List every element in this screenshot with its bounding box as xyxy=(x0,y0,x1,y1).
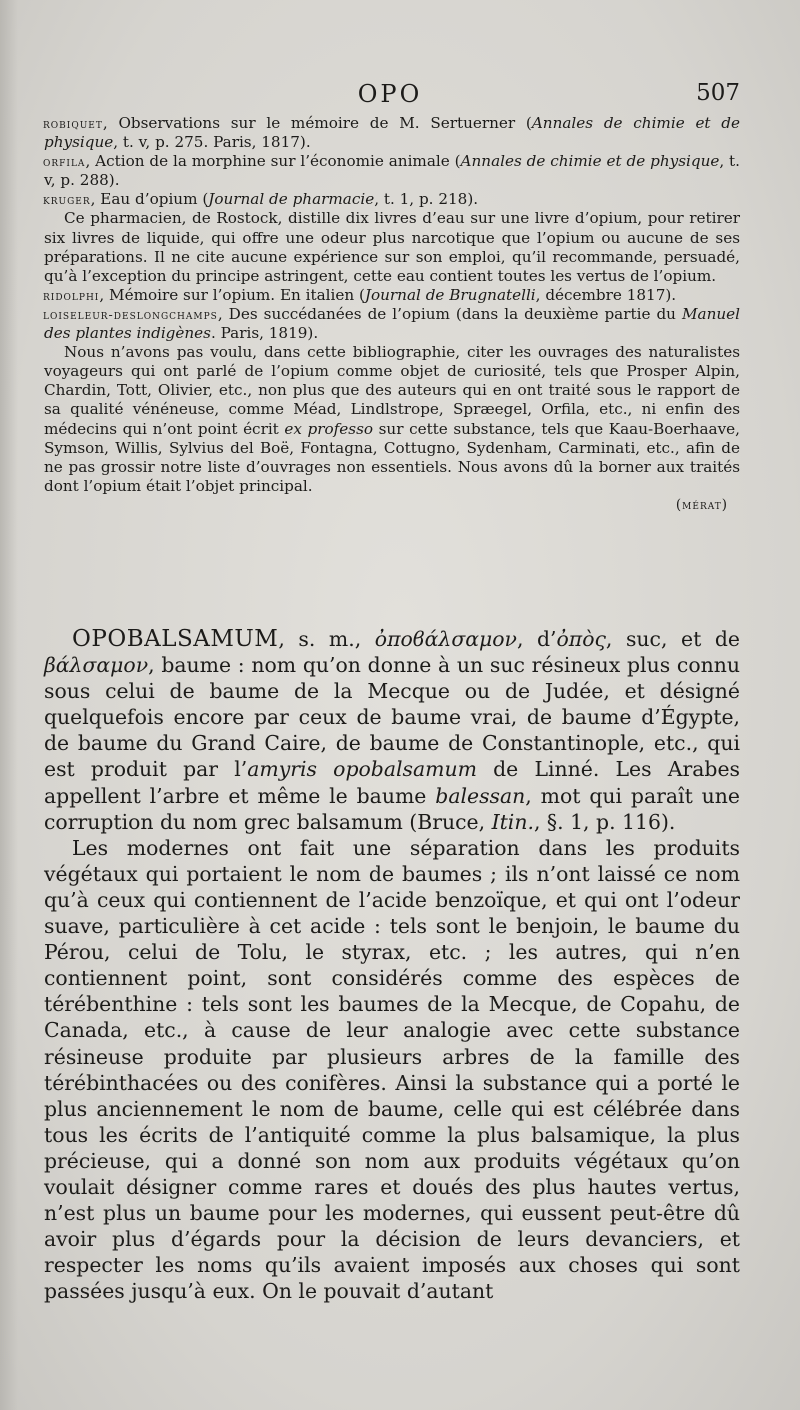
reference-text: , Mémoire sur l’opium. En italien ( xyxy=(99,285,365,304)
entry-text: , baume : nom qu’on donne à un suc résineux plus connu sous celui de baume de la Mecque ou de Judée, et désigné quelquefois encore par ceux de baume vrai, de baume d’Égypte, de baume du Grand Caire, de baume de Constantinople, etc., qui est produit par l’ xyxy=(44,653,740,782)
reference-tail: . Paris, 1819). xyxy=(210,324,319,343)
page-number: 507 xyxy=(696,80,740,106)
entry-italic-3: Itin. xyxy=(491,809,534,834)
reference-ridolphi xyxy=(44,286,740,305)
entry-paragraph-2: Les modernes ont fait une séparation dans les produits végétaux qui portaient le nom de baumes ; ils n’ont laissé ce nom qu’à ceux qui contiennent de l’acide benzoïque, et qui ont l’odeur suave, particulière à cet acide : tels sont le benjoin, le baume du Pérou, celui de Tolu, le styrax, etc. ; les autres, qui n’en contiennent point, sont considérés comme des espèces de térébenthine : tels sont les baumes de la Mecque, de Copahu, de Canada, etc., à cause de leur analogie avec cette substance résineuse produite par plusieurs arbres de la famille des térébinthacées ou des conifères. Ainsi la substance qui a porté le plus anciennement le nom de baume, celle qui est célébrée dans tous les écrits de l’antiquité comme la plus balsamique, la plus précieuse, qui a donné son nom aux produits végétaux qu’on voulait désigner comme rares et doués des plus hautes vertus, n’est plus un baume pour les modernes, qui eussent peut-être dû avoir plus d’égards pour la décision de leurs devanciers, et respecter les noms qu’ils avaient imposés aux choses qui sont passées jusqu’à eux. On le pouvait d’autant xyxy=(44,835,740,1304)
entry-text: , suc, et de xyxy=(605,627,740,651)
running-head: OPO xyxy=(357,80,423,108)
reference-journal: Annales de chimie et de physique xyxy=(44,114,740,152)
entry-text: , §. 1, p. 116). xyxy=(533,809,676,834)
reference-author: loiseleur-deslongchamps xyxy=(43,306,218,322)
entry-text: , mot qui paraît une corruption du nom grec balsamum (Bruce, xyxy=(44,783,740,834)
reference-journal: Manuel des plantes indigènes xyxy=(44,304,740,343)
entry-headword: OPOBALSAMUM xyxy=(72,626,279,652)
closing-note-part1: Nous n’avons pas voulu, dans cette bibliographie, citer les ouvrages des naturalistes voyageurs qui ont parlé de l’opium comme objet de curiosité, tels que Prosper Alpin, Chardin, Tott, Olivier, etc., non plus que des auteurs qui en ont traité sous le rapport de sa qualité vénéneuse, comme Méad, Lindlstrope, Spræegel, Orfila, etc., ni enfin des médecins qui n’ont point écrit xyxy=(44,343,740,438)
reference-kruger xyxy=(44,190,740,209)
entry-greek-3: βάλσαμον xyxy=(44,653,149,678)
closing-note-italic: ex professo xyxy=(284,419,374,438)
reference-text: , Eau d’opium ( xyxy=(90,190,209,209)
reference-author: kruger xyxy=(43,192,91,208)
reference-text: , Observations sur le mémoire de M. Sertuerner ( xyxy=(102,114,532,132)
entry-greek-1: ὀποϐάλσαμον xyxy=(374,627,517,651)
entry-greek-2: ὀπὸς xyxy=(556,627,606,651)
reference-tail: , t. v, p. 275. Paris, 1817). xyxy=(113,133,311,152)
entry-italic-1: amyris opobalsamum xyxy=(247,757,477,782)
reference-orfila xyxy=(44,152,740,190)
reference-loiseleur xyxy=(44,305,740,343)
reference-journal: Journal de Brugnatelli xyxy=(364,285,536,304)
closing-note xyxy=(44,343,740,496)
reference-author: robiquet xyxy=(43,116,103,131)
reference-tail: , t. v, p. 288). xyxy=(44,152,740,190)
reference-author: orfila xyxy=(43,154,86,170)
reference-tail: , décembre 1817). xyxy=(535,285,677,304)
entry-text: , d’ xyxy=(516,627,557,651)
reference-author: ridolphi xyxy=(43,287,100,303)
closing-note-part2: sur cette substance, tels que Kaau-Boerhaave, Symson, Willis, Sylvius del Boë, Fontagna, Cottugno, Sydenham, Carminati, etc., afin de ne pas grossir notre liste d’ouvrages non essentiels. Nous avons dû la borner aux traités dont l’opium était l’objet principal. xyxy=(44,419,740,495)
reference-text: , Action de la morphine sur l’économie animale ( xyxy=(85,152,461,171)
kruger-note: Ce pharmacien, de Rostock, distille dix livres d’eau sur une livre d’opium, pour retirer six livres de liquide, qui offre une odeur plus narcotique que l’opium ou aucune de ses préparations. Il ne cite aucune expérience sur son emploi, qu’il recommande, persuadé, qu’à l’exception du principe astringent, cette eau contient toutes les vertus de l’opium. xyxy=(44,209,740,285)
entry-italic-2: balessan xyxy=(435,783,526,808)
reference-journal: Journal de pharmacie xyxy=(208,190,375,209)
reference-robiquet xyxy=(44,114,740,152)
entry-text: de Linné. Les Arabes appellent l’arbre et même le baume xyxy=(44,757,740,808)
reference-journal: Annales de chimie et de physique xyxy=(460,152,720,171)
page-gutter-shadow xyxy=(0,0,18,1410)
page-header xyxy=(40,80,740,110)
bibliography-section xyxy=(44,114,740,515)
entry-paragraph-1 xyxy=(44,626,740,835)
author-signature: (mérat) xyxy=(675,496,728,513)
entry-gram: , s. m., xyxy=(278,627,375,651)
reference-text: , Des succédanées de l’opium (dans la deuxième partie du xyxy=(217,304,682,323)
dictionary-entry xyxy=(44,626,740,1304)
reference-tail: , t. 1, p. 218). xyxy=(374,190,479,209)
